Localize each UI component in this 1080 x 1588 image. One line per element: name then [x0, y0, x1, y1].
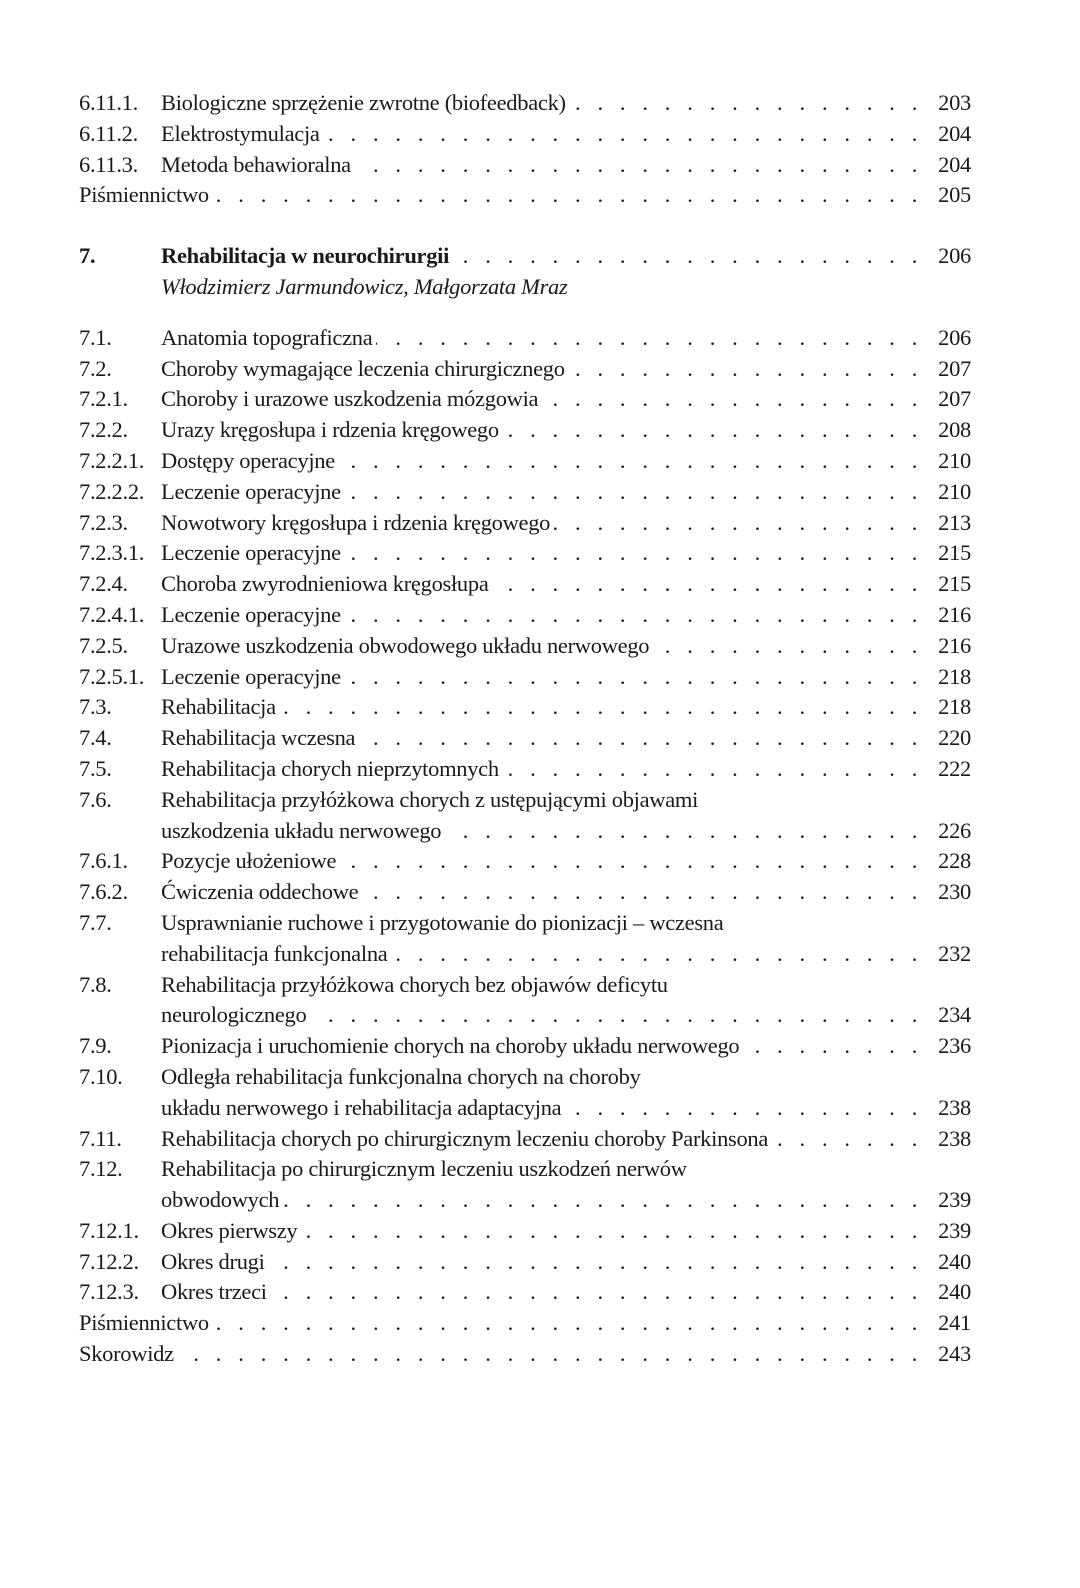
entry-number: 7.2.5. [79, 632, 128, 658]
entry-page: 239 [938, 1187, 971, 1213]
chapter-authors [79, 272, 971, 303]
dot-leader [565, 1093, 923, 1124]
entry-page: 238 [938, 1094, 971, 1120]
entry-page: 240 [938, 1279, 971, 1305]
toc-entry-line1[interactable] [79, 1062, 971, 1093]
dot-leader [542, 384, 923, 415]
dot-leader [653, 631, 923, 662]
entry-number: 7.2.4.1. [79, 601, 145, 627]
entry-title-line1: Odległa rehabilitacja funkcjonalna chorych na choroby [161, 1063, 641, 1089]
toc-entry[interactable] [79, 723, 971, 754]
entry-number: 7.2.3.1. [79, 540, 145, 566]
entry-title: Pozycje ułożeniowe [161, 848, 337, 874]
entry-page: 204 [938, 120, 971, 146]
dot-leader [340, 846, 923, 877]
entry-title: Rehabilitacja [161, 694, 276, 720]
dot-leader [359, 723, 923, 754]
entry-title: Skorowidz [79, 1341, 174, 1367]
dot-leader [345, 477, 923, 508]
entry-page: 218 [938, 663, 971, 689]
chapter-number: 7. [79, 243, 96, 269]
entry-page: 218 [938, 694, 971, 720]
entry-title: Ćwiczenia oddechowe [161, 879, 359, 905]
entry-page: 215 [938, 540, 971, 566]
entry-title: Choroby i urazowe uszkodzenia mózgowia [161, 386, 539, 412]
entry-page: 215 [938, 571, 971, 597]
dot-leader [743, 1031, 923, 1062]
chapter-title: Rehabilitacja w neurochirurgii [161, 243, 450, 269]
entry-number: 6.11.1. [79, 90, 138, 115]
toc-entry[interactable] [79, 354, 971, 385]
entry-number: 7.6.2. [79, 879, 128, 905]
entry-title: Choroby wymagające leczenia chirurgicznego [161, 355, 565, 381]
dot-leader [445, 816, 923, 847]
dot-leader [283, 1185, 923, 1216]
entry-number: 7.7. [79, 909, 112, 935]
entry-page: 220 [938, 725, 971, 751]
toc-entry[interactable] [79, 1277, 971, 1308]
entry-number: 7.3. [79, 694, 112, 720]
dot-leader [503, 415, 923, 446]
dot-leader [213, 180, 923, 211]
toc-entry[interactable] [79, 477, 971, 508]
entry-page: 226 [938, 817, 971, 843]
entry-number: 7.11. [79, 1125, 122, 1151]
spacer [79, 211, 971, 241]
entry-title: Elektrostymulacja [161, 120, 320, 146]
toc-entry-line2[interactable] [79, 1093, 971, 1124]
dot-leader [280, 692, 923, 723]
entry-page: 204 [938, 151, 971, 177]
entry-title-line1: Rehabilitacja po chirurgicznym leczeniu uszkodzeń nerwów [161, 1156, 687, 1182]
dot-leader [772, 1124, 923, 1155]
entry-title-line1: Rehabilitacja przyłóżkowa chorych bez objawów deficytu [161, 971, 668, 997]
dot-leader [503, 754, 923, 785]
toc-entry[interactable] [79, 600, 971, 631]
entry-page: 207 [938, 355, 971, 381]
entry-number: 7.5. [79, 755, 112, 781]
entry-page: 210 [938, 447, 971, 473]
dot-leader [493, 569, 923, 600]
dot-leader [569, 354, 923, 385]
chapter-heading[interactable] [79, 241, 971, 272]
dot-leader [345, 538, 923, 569]
entry-title: neurologicznego [161, 1002, 307, 1028]
entry-title: Metoda behawioralna [161, 151, 351, 177]
dot-leader [213, 1308, 923, 1339]
entry-page: 210 [938, 478, 971, 504]
entry-page: 232 [938, 940, 971, 966]
toc-entry[interactable] [79, 384, 971, 415]
toc-entry-line2[interactable] [79, 1185, 971, 1216]
entry-number: 7.2. [79, 355, 112, 381]
toc-entry-index[interactable] [79, 1339, 971, 1370]
toc-entry-bibliography[interactable] [79, 1308, 971, 1339]
entry-number: 7.9. [79, 1033, 112, 1059]
entry-title: układu nerwowego i rehabilitacja adaptacyjna [161, 1094, 562, 1120]
entry-number: 7.2.4. [79, 571, 128, 597]
entry-title: Leczenie operacyjne [161, 540, 341, 566]
toc-entry[interactable] [79, 754, 971, 785]
toc-entry-line2[interactable] [79, 816, 971, 847]
entry-page: 208 [938, 417, 971, 443]
entry-page: 241 [938, 1310, 971, 1336]
entry-number: 7.6. [79, 786, 112, 812]
toc-entry[interactable] [79, 877, 971, 908]
toc-entry[interactable] [79, 631, 971, 662]
dot-leader [345, 662, 923, 693]
entry-title-line1: Usprawnianie ruchowe i przygotowanie do pionizacji – wczesna [161, 909, 724, 935]
toc-entry-line1[interactable] [79, 785, 971, 816]
dot-leader [376, 323, 923, 354]
dot-leader [391, 939, 923, 970]
entry-page: 203 [938, 90, 971, 115]
entry-page: 228 [938, 848, 971, 874]
entry-title: Anatomia topograficzna [161, 324, 373, 350]
entry-number: 7.2.5.1. [79, 663, 145, 689]
toc-entry[interactable] [79, 1124, 971, 1155]
toc-entry-bibliography[interactable] [79, 180, 971, 211]
entry-number: 7.12. [79, 1156, 123, 1182]
entry-page: 230 [938, 879, 971, 905]
entry-page: 206 [938, 324, 971, 350]
entry-number: 7.1. [79, 324, 112, 350]
entry-number: 6.11.3. [79, 151, 138, 177]
toc-entry[interactable] [79, 662, 971, 693]
dot-leader [554, 508, 923, 539]
entry-page: 207 [938, 386, 971, 412]
entry-title: Rehabilitacja chorych nieprzytomnych [161, 755, 499, 781]
dot-leader [269, 1247, 923, 1278]
toc-entry[interactable] [79, 446, 971, 477]
dot-leader [339, 446, 923, 477]
toc-entry-line2[interactable] [79, 939, 971, 970]
dot-leader [362, 877, 923, 908]
entry-number: 7.2.1. [79, 386, 128, 412]
entry-title: Choroba zwyrodnieniowa kręgosłupa [161, 571, 489, 597]
dot-leader [310, 1000, 923, 1031]
entry-title: Leczenie operacyjne [161, 663, 341, 689]
toc-entry[interactable] [79, 538, 971, 569]
dot-leader [271, 1277, 923, 1308]
entry-title: rehabilitacja funkcjonalna [161, 940, 388, 966]
entry-page: 222 [938, 755, 971, 781]
entry-title: uszkodzenia układu nerwowego [161, 817, 442, 843]
dot-leader [324, 119, 923, 150]
entry-page: 216 [938, 601, 971, 627]
entry-number: 7.2.2.1. [79, 447, 145, 473]
entry-title: Okres pierwszy [161, 1217, 298, 1243]
entry-title: Leczenie operacyjne [161, 601, 341, 627]
entry-title-line1: Rehabilitacja przyłóżkowa chorych z ustępującymi objawami [161, 786, 699, 812]
entry-page: 238 [938, 1125, 971, 1151]
entry-number: 7.2.3. [79, 509, 128, 535]
entry-page: 243 [938, 1341, 971, 1367]
entry-title: Rehabilitacja wczesna [161, 725, 356, 751]
entry-title: Piśmiennictwo [79, 182, 209, 208]
entry-title: Urazy kręgosłupa i rdzenia kręgowego [161, 417, 499, 443]
dot-leader [178, 1339, 923, 1370]
toc-entry-line1[interactable] [79, 908, 971, 939]
entry-number: 7.2.2. [79, 417, 128, 443]
toc-entry[interactable] [79, 1247, 971, 1278]
entry-title: Pionizacja i uruchomienie chorych na choroby układu nerwowego [161, 1033, 740, 1059]
entry-number: 6.11.2. [79, 120, 138, 146]
entry-title: Dostępy operacyjne [161, 447, 335, 473]
dot-leader [301, 1216, 923, 1247]
toc-entry[interactable] [79, 415, 971, 446]
entry-page: 236 [938, 1033, 971, 1059]
dot-leader [453, 241, 923, 272]
toc-entry-line1[interactable] [79, 970, 971, 1001]
toc-entry-line2[interactable] [79, 1000, 971, 1031]
toc-entry[interactable] [79, 323, 971, 354]
entry-title: Urazowe uszkodzenia obwodowego układu nerwowego [161, 632, 650, 658]
toc-entry[interactable] [79, 150, 971, 181]
toc-entry[interactable] [79, 846, 971, 877]
toc-entry[interactable] [79, 88, 971, 119]
entry-page: 205 [938, 182, 971, 208]
entry-title: Okres drugi [161, 1248, 265, 1274]
entry-title: Biologiczne sprzężenie zwrotne (biofeedback) [161, 90, 566, 115]
entry-number: 7.12.1. [79, 1217, 139, 1243]
dot-leader [355, 150, 923, 181]
dot-leader [345, 600, 923, 631]
entry-title: Piśmiennictwo [79, 1310, 209, 1336]
toc-entry[interactable] [79, 508, 971, 539]
toc-entry-line1[interactable] [79, 1154, 971, 1185]
entry-page: 216 [938, 632, 971, 658]
entry-number: 7.10. [79, 1063, 123, 1089]
toc-entry[interactable] [79, 692, 971, 723]
toc-entry[interactable] [79, 569, 971, 600]
entry-number: 7.12.2. [79, 1248, 139, 1274]
entry-page: 234 [938, 1002, 971, 1028]
table-of-contents [79, 88, 971, 1370]
toc-entry[interactable] [79, 1031, 971, 1062]
entry-title: Nowotwory kręgosłupa i rdzenia kręgowego [161, 509, 551, 535]
entry-number: 7.12.3. [79, 1279, 139, 1305]
entry-page: 213 [938, 509, 971, 535]
entry-title: Rehabilitacja chorych po chirurgicznym leczeniu choroby Parkinsona [161, 1125, 769, 1151]
entry-number: 7.8. [79, 971, 112, 997]
entry-title: Leczenie operacyjne [161, 478, 341, 504]
entry-title: Okres trzeci [161, 1279, 267, 1305]
authors-text: Włodzimierz Jarmundowicz, Małgorzata Mraz [161, 273, 568, 299]
toc-entry[interactable] [79, 1216, 971, 1247]
entry-number: 7.2.2.2. [79, 478, 145, 504]
spacer [79, 303, 971, 323]
entry-title: obwodowych [161, 1187, 280, 1213]
entry-number: 7.6.1. [79, 848, 128, 874]
entry-page: 239 [938, 1217, 971, 1243]
entry-page: 240 [938, 1248, 971, 1274]
dot-leader [570, 88, 923, 119]
entry-number: 7.4. [79, 725, 112, 751]
toc-entry[interactable] [79, 119, 971, 150]
chapter-page: 206 [938, 243, 971, 269]
